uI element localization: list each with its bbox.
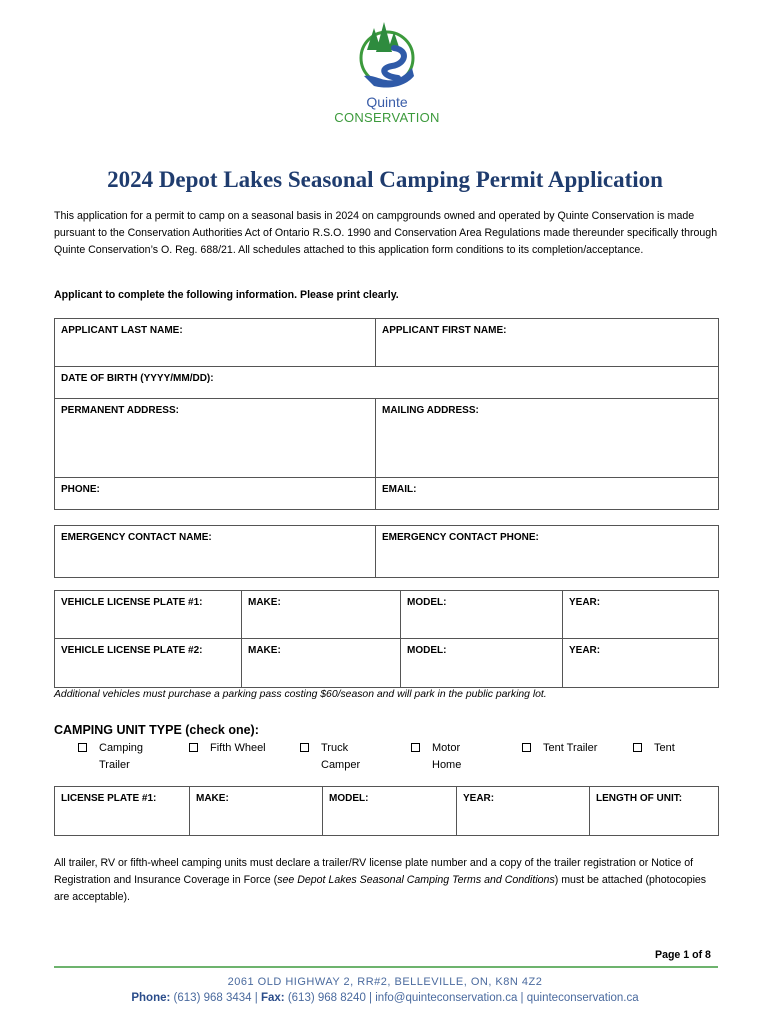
footer-fax: (613) 968 8240 [287, 992, 366, 1004]
vehicle-1-model-label: MODEL: [407, 597, 447, 608]
unit-length-field[interactable] [590, 787, 719, 836]
option-tent-trailer-label: Tent Trailer [543, 742, 598, 754]
emergency-contact-phone-field[interactable] [376, 526, 719, 578]
footer-fax-label: Fax: [260, 992, 285, 1004]
page-number: Page 1 of 8 [655, 949, 711, 961]
footer-separator-3: | [520, 992, 524, 1004]
logo-quinte-text: Quinte [366, 94, 408, 110]
applicant-last-name-label: APPLICANT LAST NAME: [61, 325, 183, 336]
footer-phone-label: Phone: [131, 992, 171, 1004]
applicant-first-name-label: APPLICANT FIRST NAME: [382, 325, 507, 336]
option-camping-trailer-line2: Trailer [99, 759, 130, 771]
unit-model-label: MODEL: [329, 793, 369, 804]
option-camping-trailer[interactable] [78, 740, 143, 774]
checkbox-tent[interactable] [633, 743, 642, 752]
footer-website-link[interactable]: quinteconservation.ca [526, 992, 639, 1004]
page-title: 2024 Depot Lakes Seasonal Camping Permit Application [107, 167, 663, 192]
vehicle-2-make-label: MAKE: [248, 645, 281, 656]
unit-make-field[interactable] [190, 787, 323, 836]
logo-emblem-icon [354, 20, 420, 92]
vehicle-2-model-field[interactable] [401, 639, 563, 688]
unit-license-plate-field[interactable] [55, 787, 190, 836]
email-label: EMAIL: [382, 484, 417, 495]
vehicle-plate-1-field[interactable] [55, 591, 242, 639]
footer-phone: (613) 968 3434 [173, 992, 252, 1004]
option-truck-camper-line1: Truck [321, 742, 349, 754]
permanent-address-label: PERMANENT ADDRESS: [61, 405, 179, 416]
option-truck-camper-line2: Camper [321, 759, 361, 771]
option-motor-home-line1: Motor [432, 742, 461, 754]
checkbox-tent-trailer[interactable] [522, 743, 531, 752]
footer-contact-line [0, 992, 770, 1004]
date-of-birth-field[interactable] [55, 367, 719, 399]
footer-divider [54, 966, 718, 968]
vehicle-2-make-field[interactable] [242, 639, 401, 688]
emergency-contact-table [54, 525, 719, 578]
terms-reference-text: see Depot Lakes Seasonal Camping Terms and Conditions [277, 874, 555, 886]
unit-make-label: MAKE: [196, 793, 229, 804]
vehicle-1-year-field[interactable] [563, 591, 719, 639]
footer-separator-1: | [254, 992, 258, 1004]
checkbox-truck-camper[interactable] [300, 743, 309, 752]
unit-model-field[interactable] [323, 787, 457, 836]
instruction-text: Applicant to complete the following information. Please print clearly. [54, 289, 399, 301]
date-of-birth-label: DATE OF BIRTH (YYYY/MM/DD): [61, 373, 214, 384]
checkbox-fifth-wheel[interactable] [189, 743, 198, 752]
mailing-address-label: MAILING ADDRESS: [382, 405, 479, 416]
vehicle-table [54, 590, 719, 688]
applicant-info-table [54, 318, 719, 510]
unit-length-label: LENGTH OF UNIT: [596, 793, 683, 804]
vehicle-1-make-field[interactable] [242, 591, 401, 639]
option-truck-camper[interactable] [300, 740, 360, 774]
logo-conservation-text: CONSERVATION [334, 110, 440, 125]
checkbox-motor-home[interactable] [411, 743, 420, 752]
unit-license-plate-label: LICENSE PLATE #1: [61, 793, 157, 804]
emergency-contact-name-label: EMERGENCY CONTACT NAME: [61, 532, 212, 543]
footer-separator-2: | [369, 992, 373, 1004]
email-field[interactable] [376, 478, 719, 510]
option-motor-home-line2: Home [432, 759, 462, 771]
emergency-contact-phone-label: EMERGENCY CONTACT PHONE: [382, 532, 539, 543]
vehicle-note: Additional vehicles must purchase a parking pass costing $60/season and will park in the public parking lot. [54, 689, 547, 700]
option-fifth-wheel-label: Fifth Wheel [210, 742, 266, 754]
unit-year-field[interactable] [457, 787, 590, 836]
registration-text-part2: ) must be attached (photocopies are acceptable). [54, 874, 707, 903]
option-camping-trailer-line1: Camping [99, 742, 144, 754]
applicant-last-name-field[interactable] [55, 319, 376, 367]
checkbox-camping-trailer[interactable] [78, 743, 87, 752]
vehicle-1-year-label: YEAR: [569, 597, 601, 608]
phone-field[interactable] [55, 478, 376, 510]
option-tent[interactable] [633, 740, 675, 757]
vehicle-2-year-field[interactable] [563, 639, 719, 688]
registration-text-part1: All trailer, RV or fifth-wheel camping units must declare a trailer/RV license plate number and a copy of the trailer registration or Notice of Registration and Insurance Coverage in Force ( [54, 857, 694, 886]
vehicle-1-make-label: MAKE: [248, 597, 281, 608]
vehicle-plate-1-label: VEHICLE LICENSE PLATE #1: [61, 597, 203, 608]
option-motor-home[interactable] [411, 740, 461, 774]
registration-requirement-paragraph [54, 855, 724, 906]
option-tent-trailer[interactable] [522, 740, 597, 757]
mailing-address-field[interactable] [376, 399, 719, 478]
emergency-contact-name-field[interactable] [55, 526, 376, 578]
vehicle-1-model-field[interactable] [401, 591, 563, 639]
applicant-first-name-field[interactable] [376, 319, 719, 367]
option-fifth-wheel[interactable] [189, 740, 266, 757]
vehicle-2-model-label: MODEL: [407, 645, 447, 656]
camping-unit-type-title: CAMPING UNIT TYPE (check one): [54, 723, 259, 737]
quinte-conservation-logo [330, 20, 444, 132]
footer-email-link[interactable]: info@quinteconservation.ca [375, 992, 518, 1004]
option-tent-label: Tent [654, 742, 675, 754]
vehicle-plate-2-field[interactable] [55, 639, 242, 688]
permanent-address-field[interactable] [55, 399, 376, 478]
phone-label: PHONE: [61, 484, 100, 495]
footer-address: 2061 OLD HIGHWAY 2, RR#2, BELLEVILLE, ON, K8N 4Z2 [227, 976, 543, 988]
intro-paragraph: This application for a permit to camp on a seasonal basis in 2024 on campgrounds owned and operated by Quinte Conservation is made pursuant to the Conservation Authorities Act of Ontario R.S.O. 1990 and Conservation Area Regulations made thereunder specifically through Quinte Conservation’s O. Reg. 688/21. All schedules attached to this application form conditions to its completion/acceptance. [54, 210, 718, 256]
camping-unit-table [54, 786, 719, 836]
vehicle-2-year-label: YEAR: [569, 645, 601, 656]
vehicle-plate-2-label: VEHICLE LICENSE PLATE #2: [61, 645, 203, 656]
unit-year-label: YEAR: [463, 793, 495, 804]
